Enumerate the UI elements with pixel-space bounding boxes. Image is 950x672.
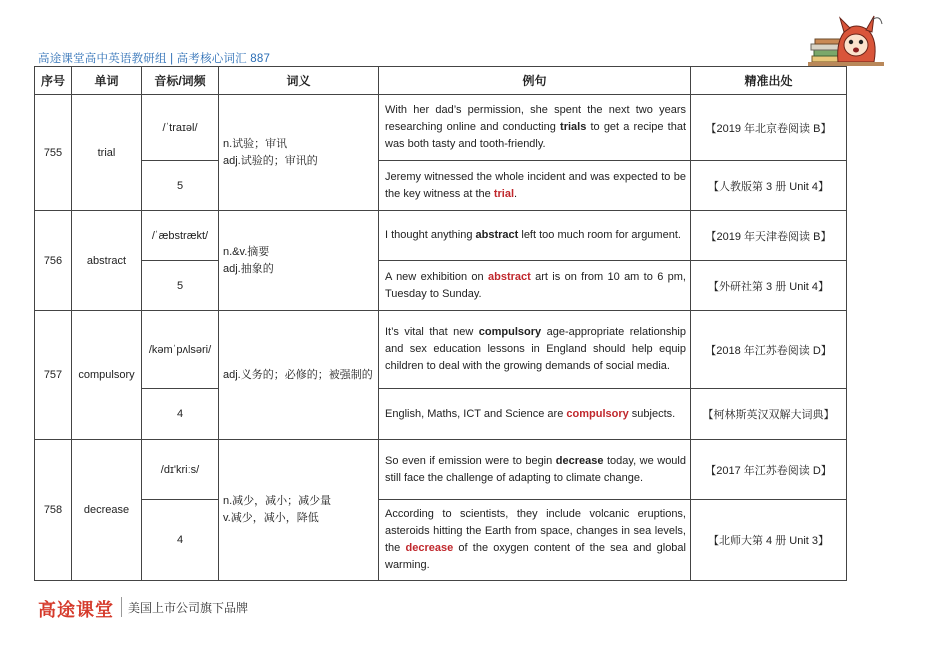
entry-word: decrease — [72, 440, 142, 581]
example-sentence: It’s vital that new compulsory age-appropriate relationship and sex education lessons in England should help equip children to deal with the growing demands of social media. — [379, 311, 691, 389]
entry-meaning — [219, 211, 379, 311]
column-header-phonetic: 音标/词频 — [142, 67, 219, 95]
example-source: 【人教版第 3 册 Unit 4】 — [691, 161, 847, 211]
example-sentence: I thought anything abstract left too much room for argument. — [379, 211, 691, 261]
example-source: 【2017 年江苏卷阅读 D】 — [691, 440, 847, 500]
example-keyword: decrease — [405, 542, 454, 554]
example-source: 【外研社第 3 册 Unit 4】 — [691, 261, 847, 311]
vocabulary-table — [34, 66, 847, 581]
table-row — [35, 211, 847, 261]
meaning-line: n.试验；审讯 — [223, 137, 288, 150]
example-keyword: compulsory — [478, 326, 542, 338]
example-sentence: Jeremy witnessed the whole incident and was expected to be the key witness at the trial. — [379, 161, 691, 211]
entry-number: 757 — [35, 311, 72, 440]
meaning-line: v.减少，减小，降低 — [223, 512, 319, 524]
example-keyword: abstract — [475, 229, 519, 241]
entry-word: compulsory — [72, 311, 142, 440]
brand-logo: 高途课堂 — [38, 600, 114, 620]
column-header-word: 单词 — [72, 67, 142, 95]
entry-number: 755 — [35, 95, 72, 211]
table-row — [35, 95, 847, 161]
mascot-illustration — [808, 12, 884, 70]
example-keyword: trials — [560, 121, 587, 133]
example-keyword: trial — [493, 187, 515, 200]
example-source: 【柯林斯英汉双解大词典】 — [691, 389, 847, 440]
entry-meaning — [219, 311, 379, 440]
column-header-meaning: 词义 — [219, 67, 379, 95]
table-row — [35, 261, 847, 311]
example-sentence: With her dad’s permission, she spent the next two years researching online and conducting trials to get a recipe that was both tasty and tooth-friendly. — [379, 95, 691, 161]
column-header-source: 精准出处 — [691, 67, 847, 95]
entry-phonetic: /ˈtraɪəl/ — [142, 95, 219, 161]
example-keyword: abstract — [487, 270, 531, 283]
example-source: 【北师大第 4 册 Unit 3】 — [691, 500, 847, 581]
meaning-line: adj.义务的；必修的；被强制的 — [223, 368, 373, 381]
example-sentence: According to scientists, they include volcanic eruptions, asteroids hitting the Earth from space, changes in sea levels, the decrease of the oxygen content of the sea and global warming. — [379, 500, 691, 581]
meaning-line: n.&v.摘要 — [223, 245, 270, 258]
footer-divider — [121, 597, 122, 617]
example-sentence: So even if emission were to begin decrease today, we would still face the challenge of adapting to climate change. — [379, 440, 691, 500]
entry-frequency: 4 — [142, 389, 219, 440]
entry-meaning — [219, 440, 379, 581]
meaning-line: n.减少，减小；减少量 — [223, 495, 332, 507]
meaning-line: adj.抽象的 — [223, 262, 274, 275]
example-keyword: compulsory — [566, 407, 629, 420]
table-row — [35, 500, 847, 581]
entry-frequency: 5 — [142, 261, 219, 311]
table-header-row — [35, 67, 847, 95]
table-row — [35, 440, 847, 500]
brand-tagline: 美国上市公司旗下品牌 — [128, 601, 249, 615]
table-row — [35, 311, 847, 389]
meaning-line: adj.试验的；审讯的 — [223, 154, 318, 167]
example-keyword: decrease — [555, 454, 604, 467]
entry-number: 756 — [35, 211, 72, 311]
example-source: 【2018 年江苏卷阅读 D】 — [691, 311, 847, 389]
entry-phonetic: /kəmˈpʌlsəri/ — [142, 311, 219, 389]
entry-frequency: 4 — [142, 500, 219, 581]
entry-word: trial — [72, 95, 142, 211]
example-source: 【2019 年天津卷阅读 B】 — [691, 211, 847, 261]
table-row — [35, 389, 847, 440]
entry-word: abstract — [72, 211, 142, 311]
entry-phonetic: /ˈæbstrækt/ — [142, 211, 219, 261]
column-header-example: 例句 — [379, 67, 691, 95]
column-header-number: 序号 — [35, 67, 72, 95]
entry-meaning — [219, 95, 379, 211]
example-source: 【2019 年北京卷阅读 B】 — [691, 95, 847, 161]
entry-number: 758 — [35, 440, 72, 581]
header-title: 高途课堂高中英语教研组 | 高考核心词汇 887 — [38, 53, 271, 65]
example-sentence: A new exhibition on abstract art is on from 10 am to 6 pm, Tuesday to Sunday. — [379, 261, 691, 311]
entry-frequency: 5 — [142, 161, 219, 211]
example-sentence: English, Maths, ICT and Science are compulsory subjects. — [379, 389, 691, 440]
table-row — [35, 161, 847, 211]
entry-phonetic: /dɪ'kriːs/ — [142, 440, 219, 500]
